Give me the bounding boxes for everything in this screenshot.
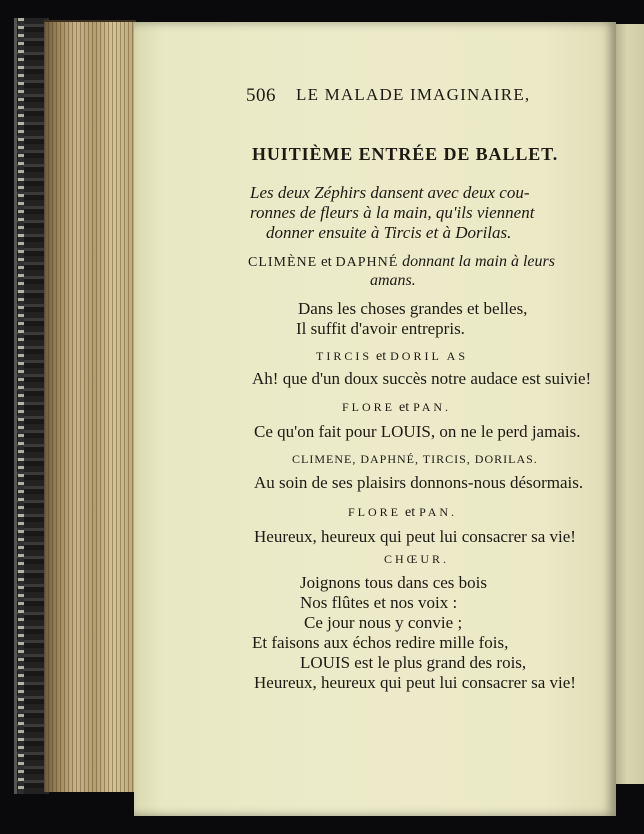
speaker-group: CLIMENE, DAPHNÉ, TIRCIS, DORILAS. — [292, 452, 538, 466]
speaker-tircis-dorilas — [316, 347, 468, 365]
section-title: HUITIÈME ENTRÉE DE BALLET. — [252, 144, 559, 164]
speaker-direction-cont: amans. — [370, 272, 416, 289]
speaker-name: DAPHNÉ — [335, 255, 399, 270]
page-edges — [44, 20, 136, 792]
page-number: 506 — [246, 85, 276, 106]
speaker-name: CLIMÈNE — [248, 255, 318, 270]
book-page — [134, 22, 616, 816]
stage-direction-line-3: donner ensuite à Tircis et à Dorilas. — [266, 223, 512, 242]
verse-line: Il suffit d'avoir entrepris. — [296, 319, 465, 338]
speaker-joiner: et — [399, 400, 410, 415]
binding-stitching — [18, 18, 24, 794]
chorus-line: Ce jour nous y convie ; — [304, 613, 463, 632]
chorus-line: Nos flûtes et nos voix : — [300, 593, 458, 612]
speaker-name: PAN. — [419, 505, 458, 519]
speaker-flore-pan-2 — [348, 503, 457, 521]
running-title: LE MALADE IMAGINAIRE, — [296, 85, 531, 104]
speaker-flore-pan — [342, 398, 451, 416]
next-page-edge — [616, 24, 644, 784]
speaker-direction: donnant la main à leurs — [402, 253, 555, 270]
speaker-name: PAN. — [413, 400, 452, 414]
chorus-label: CHŒUR. — [384, 552, 450, 566]
chorus-line: Heureux, heureux qui peut lui consacrer sa vie! — [254, 673, 576, 692]
chorus-line: Et faisons aux échos redire mille fois, — [252, 633, 509, 652]
speaker-joiner: et — [405, 505, 416, 520]
speaker-name: FLORE — [348, 505, 402, 519]
speaker-name: TIRCIS — [316, 349, 373, 363]
verse-line: Ah! que d'un doux succès notre audace est suivie! — [252, 369, 592, 388]
speaker-name: DORIL AS — [390, 349, 469, 363]
verse-line: Au soin de ses plaisirs donnons-nous désormais. — [254, 473, 584, 492]
page-content — [134, 22, 616, 816]
speaker-climene-daphne — [248, 253, 555, 271]
chorus-line: LOUIS est le plus grand des rois, — [300, 653, 527, 672]
stage-direction-line-2: ronnes de fleurs à la main, qu'ils viennent — [250, 203, 535, 222]
verse-line: Heureux, heureux qui peut lui consacrer sa vie! — [254, 527, 576, 546]
stage-direction-line-1: Les deux Zéphirs dansent avec deux cou- — [250, 183, 530, 202]
verse-line: Dans les choses grandes et belles, — [298, 299, 528, 318]
speaker-name: FLORE — [342, 400, 396, 414]
speaker-joiner: et — [320, 254, 332, 270]
speaker-joiner: et — [376, 349, 387, 364]
chorus-line: Joignons tous dans ces bois — [300, 573, 487, 592]
verse-line: Ce qu'on fait pour LOUIS, on ne le perd jamais. — [254, 422, 581, 441]
